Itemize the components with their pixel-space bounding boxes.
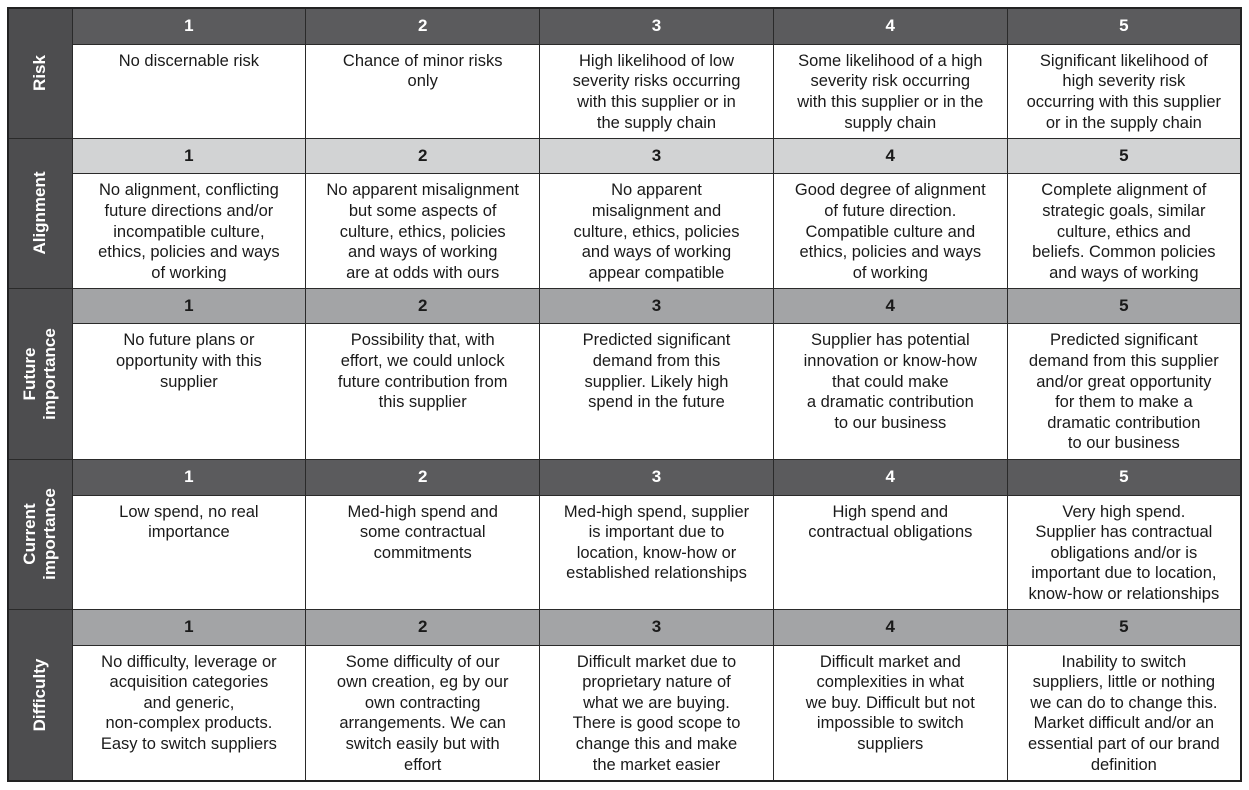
score-header: 2 xyxy=(306,459,540,495)
description-cell: No apparent misalignment but some aspects of culture, ethics, policies and ways of working are at odds with ours xyxy=(306,174,540,288)
category-label: Future importance xyxy=(20,327,60,420)
alignment-score-row xyxy=(8,138,1241,174)
future-importance-description-row xyxy=(8,324,1241,459)
current-importance-score-row xyxy=(8,459,1241,495)
description-cell: Med-high spend, supplier is important due to location, know-how or established relationships xyxy=(540,495,774,609)
description-cell: Predicted significant demand from this supplier. Likely high spend in the future xyxy=(540,324,774,459)
description-cell: No discernable risk xyxy=(72,44,306,138)
score-header: 5 xyxy=(1007,459,1241,495)
score-header: 3 xyxy=(540,288,774,324)
description-cell: High spend and contractual obligations xyxy=(773,495,1007,609)
description-cell: Med-high spend and some contractual commitments xyxy=(306,495,540,609)
description-cell: Inability to switch suppliers, little or nothing we can do to change this. Market difficult and/or an essential part of our brand definition xyxy=(1007,645,1241,781)
score-header: 1 xyxy=(72,459,306,495)
description-cell: Difficult market due to proprietary nature of what we are buying. There is good scope to change this and make the market easier xyxy=(540,645,774,781)
score-header: 1 xyxy=(72,138,306,174)
score-header: 2 xyxy=(306,609,540,645)
category-current-importance xyxy=(8,459,72,609)
score-header: 4 xyxy=(773,609,1007,645)
score-header: 5 xyxy=(1007,288,1241,324)
description-cell: Some difficulty of our own creation, eg by our own contracting arrangements. We can switch easily but with effort xyxy=(306,645,540,781)
score-header: 4 xyxy=(773,459,1007,495)
description-cell: No future plans or opportunity with this supplier xyxy=(72,324,306,459)
description-cell: Significant likelihood of high severity risk occurring with this supplier or in the supply chain xyxy=(1007,44,1241,138)
score-header: 2 xyxy=(306,288,540,324)
description-cell: Possibility that, with effort, we could unlock future contribution from this supplier xyxy=(306,324,540,459)
score-header: 1 xyxy=(72,609,306,645)
category-label: Difficulty xyxy=(30,658,50,732)
score-header: 5 xyxy=(1007,8,1241,44)
category-label: Risk xyxy=(30,55,50,92)
score-header: 3 xyxy=(540,609,774,645)
score-header: 1 xyxy=(72,8,306,44)
description-cell: No difficulty, leverage or acquisition categories and generic, non-complex products. Easy to switch suppliers xyxy=(72,645,306,781)
description-cell: No alignment, conflicting future directions and/or incompatible culture, ethics, policies and ways of working xyxy=(72,174,306,288)
score-header: 4 xyxy=(773,8,1007,44)
description-cell: Predicted significant demand from this supplier and/or great opportunity for them to make a dramatic contribution to our business xyxy=(1007,324,1241,459)
description-cell: Low spend, no real importance xyxy=(72,495,306,609)
category-difficulty xyxy=(8,609,72,781)
description-cell: Supplier has potential innovation or know-how that could make a dramatic contribution to our business xyxy=(773,324,1007,459)
category-label: Alignment xyxy=(30,171,50,255)
score-header: 4 xyxy=(773,288,1007,324)
category-future-importance xyxy=(8,288,72,459)
difficulty-score-row xyxy=(8,609,1241,645)
risk-score-row xyxy=(8,8,1241,44)
description-cell: Difficult market and complexities in what we buy. Difficult but not impossible to switch suppliers xyxy=(773,645,1007,781)
risk-description-row xyxy=(8,44,1241,138)
description-cell: Good degree of alignment of future direction. Compatible culture and ethics, policies and ways of working xyxy=(773,174,1007,288)
alignment-description-row xyxy=(8,174,1241,288)
score-header: 3 xyxy=(540,459,774,495)
current-importance-description-row xyxy=(8,495,1241,609)
description-cell: Chance of minor risks only xyxy=(306,44,540,138)
score-header: 1 xyxy=(72,288,306,324)
difficulty-description-row xyxy=(8,645,1241,781)
future-importance-score-row xyxy=(8,288,1241,324)
description-cell: Complete alignment of strategic goals, similar culture, ethics and beliefs. Common policies and ways of working xyxy=(1007,174,1241,288)
description-cell: Some likelihood of a high severity risk occurring with this supplier or in the supply chain xyxy=(773,44,1007,138)
supplier-assessment-matrix xyxy=(7,7,1242,782)
score-header: 3 xyxy=(540,138,774,174)
score-header: 5 xyxy=(1007,609,1241,645)
score-header: 4 xyxy=(773,138,1007,174)
description-cell: No apparent misalignment and culture, ethics, policies and ways of working appear compatible xyxy=(540,174,774,288)
category-label: Current importance xyxy=(20,488,60,581)
description-cell: High likelihood of low severity risks occurring with this supplier or in the supply chain xyxy=(540,44,774,138)
score-header: 3 xyxy=(540,8,774,44)
description-cell: Very high spend. Supplier has contractual obligations and/or is important due to location, know-how or relationships xyxy=(1007,495,1241,609)
score-header: 2 xyxy=(306,138,540,174)
score-header: 2 xyxy=(306,8,540,44)
score-header: 5 xyxy=(1007,138,1241,174)
category-alignment xyxy=(8,138,72,288)
category-risk xyxy=(8,8,72,138)
